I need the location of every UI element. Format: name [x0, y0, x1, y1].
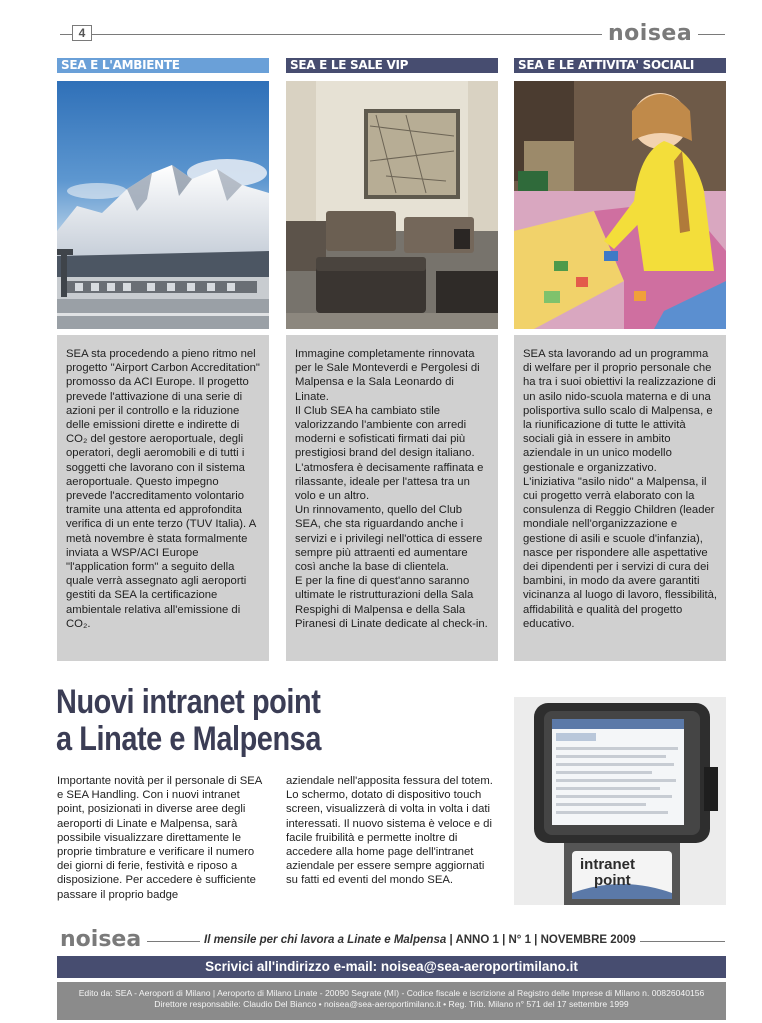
column-body	[57, 335, 269, 661]
paragraph: L'iniziativa "asilo nido" a Malpensa, il cui progetto verrà elaborato con la consulenza di Reggio Children (leader mondiale nell'organizzazione e gestione di asili e scuole d'infanzia), nasce per rispondere alle aspettative dei dipendenti per i servizi di cura dei bambini, in modo da avere garantiti vicinanza al luogo di lavoro, flessibilità, affidabilità e qualità del progetto educativo.	[523, 475, 718, 630]
mountain-airport-photo	[57, 81, 269, 329]
paragraph: Immagine completamente rinnovata per le Sale Monteverdi e Pergolesi di Malpensa e la Sala Leonardo di Linate.	[295, 348, 480, 403]
feature-body-column: Importante novità per il personale di SEA e SEA Handling. Con i nuovi intranet point, posizionati in diverse aree degli aeroporti di Linate e Malpensa, sarà possibile visualizzare direttamente le proprie timbrature e verificare il numero dei giorni di ferie, festività e riposo a disposizione. Per accedere è sufficiente passare il proprio badge	[57, 775, 262, 901]
column-heading: SEA E LE ATTIVITA' SOCIALI	[514, 58, 726, 73]
issue-info: | ANNO 1 | N° 1 | NOVEMBRE 2009	[449, 934, 636, 946]
paragraph: SEA sta lavorando ad un programma di welfare per il proprio personale che ha tra i suoi obiettivi la realizzazione di un asilo nido-scuola materna e di una polisportiva sullo scalo di Malpensa, e la riunificazione di tutte le attività sociali già in essere in ambito aziendale in un unico modello gestionale e organizzativo.	[523, 348, 716, 474]
publisher-credits	[57, 982, 726, 1020]
masthead-logo: noisea	[602, 21, 698, 47]
child-puzzle-photo	[514, 81, 726, 329]
paragraph: SEA sta procedendo a pieno ritmo nel progetto "Airport Carbon Accreditation" promosso da ACI Europe. Il progetto prevede l'attivazione di una serie di azioni per il controllo e la riduzione delle emissioni dirette e indirette di CO₂ del gestore aeroportuale, degli operatori, degli aeromobili e di tutti i soggetti che lavorano con il sistema aeroportuale. Questo impegno prevede l'accreditamento volontario tramite una attenta ed approfondita verifica di un ente terzo (TUV Italia). A metà novembre è stata formalmente inviata a WSP/ACI Europe "l'application form" a seguito della quale verrà assegnato agli aeroporti gestiti da SEA la certificazione ambientale relativa all'emissione di CO₂.	[66, 348, 260, 630]
paragraph: Un rinnovamento, quello del Club SEA, che sta riguardando anche i servizi e i privilegi nell'ottica di essere sempre più attraenti ed aumentare così anche la base di clientela.	[295, 504, 483, 574]
column-social-activities	[514, 58, 726, 672]
headline-line: a Linate e Malpensa	[56, 720, 321, 758]
column-body	[514, 335, 726, 661]
paragraph: E per la fine di quest'anno saranno ultimate le ristrutturazioni della Sala Respighi di Malpensa e della Sala Piranesi di Linate dedicate al check-in.	[295, 575, 488, 630]
column-environment	[57, 58, 269, 672]
column-heading: SEA E L'AMBIENTE	[57, 58, 269, 73]
intranet-kiosk-photo	[514, 697, 726, 905]
footer-logo: noisea	[60, 927, 147, 953]
email-banner: Scrivici all'indirizzo e-mail: noisea@sea-aeroportimilano.it	[57, 956, 726, 978]
tagline-text: Il mensile per chi lavora a Linate e Malpensa	[204, 934, 447, 946]
column-vip-lounges	[286, 58, 498, 672]
feature-headline	[56, 684, 430, 758]
page-number: 4	[72, 25, 92, 41]
credits-line: Edito da: SEA - Aeroporti di Milano | Aeroporto di Milano Linate - 20090 Segrate (MI) - Codice fiscale e iscrizione al Registro delle Imprese di Milano n. 00826040156	[78, 988, 705, 998]
vip-lounge-photo	[286, 81, 498, 329]
paragraph: Il Club SEA ha cambiato stile valorizzando l'ambiente con arredi moderni e sofisticati firmati dai più prestigiosi brand del design italiano. L'atmosfera è decisamente raffinata e rilassante, ideale per l'attesa tra un volo e un altro.	[295, 404, 484, 503]
credits-line: Direttore responsabile: Claudio Del Bianco • noisea@sea-aeroportimilano.it • Reg. Trib. Milano n° 571 del 17 settembre 1999	[154, 999, 629, 1009]
feature-body-column: aziendale nell'apposita fessura del totem. Lo schermo, dotato di dispositivo touch screen, visualizzerà di volta in volta i dati interessati. Il nuovo sistema è veloce e di facile fruibilità e permette inoltre di accedere alla home page dell'intranet aziendale per essere sempre aggiornati su fatti ed eventi del mondo SEA.	[286, 775, 493, 887]
column-heading: SEA E LE SALE VIP	[286, 58, 498, 73]
footer-tagline	[200, 933, 640, 948]
kiosk-label: intranet	[580, 856, 636, 873]
kiosk-label: point	[594, 872, 631, 889]
column-body	[286, 335, 498, 661]
headline-line: Nuovi intranet point	[56, 683, 321, 721]
